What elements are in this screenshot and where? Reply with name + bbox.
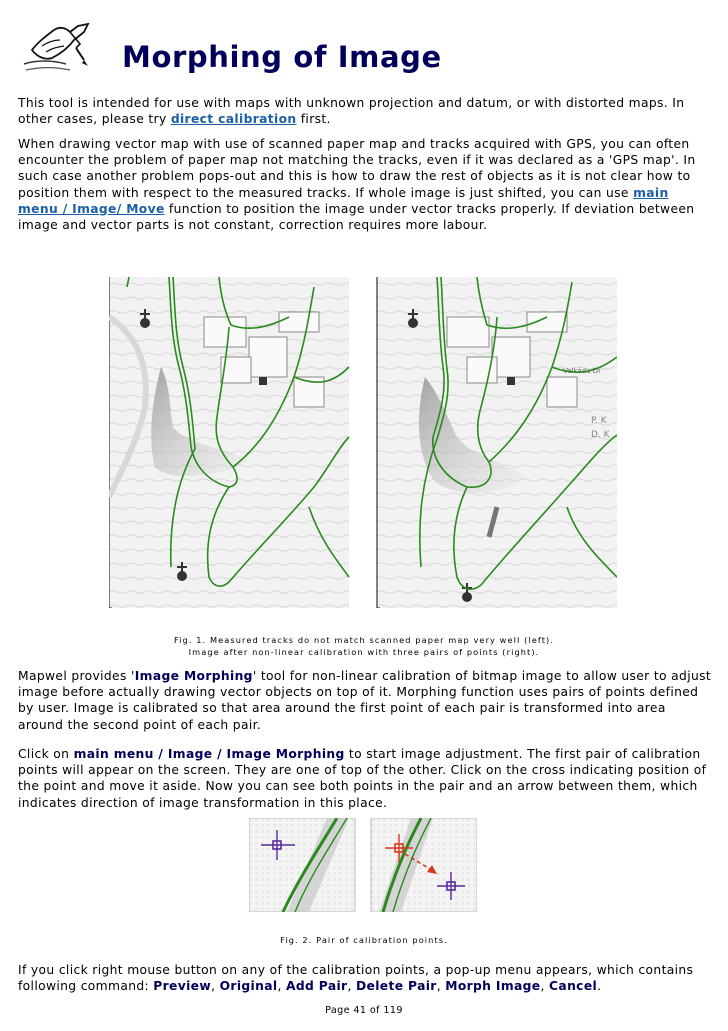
command-add-pair: Add Pair <box>285 979 348 994</box>
figure-2-calibration-points <box>249 818 477 912</box>
popup-end: . <box>597 979 602 994</box>
popup-sep-4: , <box>436 979 446 994</box>
map-label-pk: P. K <box>591 416 607 426</box>
click-on-text-before: Click on <box>18 747 74 761</box>
page-title: Morphing of Image <box>122 40 442 74</box>
command-original: Original <box>219 979 278 994</box>
intro-text-before: This tool is intended for use with maps with unknown projection and datum, or with distorted maps. In other cases, please try <box>18 96 685 127</box>
page-number: Page 41 of 119 <box>325 1005 403 1016</box>
problem-text-after: function to position the image under vector tracks properly. If deviation between image and vector parts is not constant, correction requires more labour. <box>18 201 695 233</box>
calibration-panel-right <box>371 818 477 912</box>
figure-1-caption-line-1: Fig. 1. Measured tracks do not match scanned paper map very well (left). <box>173 635 555 645</box>
map-label-street: Velkáda Dr <box>563 367 601 375</box>
command-delete-pair: Delete Pair <box>355 979 437 994</box>
map-right <box>377 277 617 608</box>
problem-paragraph <box>18 136 712 233</box>
intro-text-after: first. <box>296 112 331 127</box>
popup-sep-1: , <box>211 979 220 994</box>
figure-1-caption-line-2: Image after non-linear calibration with three pairs of points (right). <box>188 647 540 657</box>
popup-sep-3: , <box>347 979 356 994</box>
figure-2-caption: Fig. 2. Pair of calibration points. <box>280 935 448 945</box>
popup-sep-2: , <box>277 979 286 994</box>
header <box>18 16 718 80</box>
image-move-link[interactable]: main menu / Image/ Move <box>18 185 669 216</box>
image-morphing-tool-name: Image Morphing <box>134 669 253 683</box>
morphing-text-before: Mapwel provides ' <box>18 669 135 683</box>
click-on-text-after: to start image adjustment. The first pair of calibration points will appear on the screen. They are one of top of the other. Click on the cross indicating position of the point and move it aside. Now you can see both points in the pair and an arrow between them, which indicates direction of image transformation in this place. <box>18 747 707 810</box>
popup-sep-5: , <box>540 979 550 994</box>
morphing-text-after: ' tool for non-linear calibration of bitmap image to allow user to adjust image before actually drawing vector objects on top of it. Morphing function uses pairs of points defined by user. Image is calibrated so that area around the first point of each pair is transformed into area around the second point of each pair. <box>18 669 712 732</box>
figure-1-maps <box>109 277 617 608</box>
click-on-paragraph <box>18 746 712 811</box>
calibration-panel-left <box>249 818 355 912</box>
problem-text-before: When drawing vector map with use of scanned paper map and tracks acquired with GPS, you can often encounter the problem of paper map not matching the tracks, even if it was declared as a 'GPS map'. In such case another problem pops-out and this is how to draw the rest of objects as it is not clear how to position them with respect to the measured tracks. If whole image is just shifted, you can use <box>18 137 696 200</box>
command-cancel: Cancel <box>549 979 598 994</box>
morphing-intro-paragraph <box>18 668 712 733</box>
map-left <box>109 277 349 608</box>
intro-paragraph <box>18 95 712 127</box>
popup-paragraph <box>18 962 712 994</box>
hand-writing-icon <box>18 20 98 82</box>
command-morph-image: Morph Image <box>445 979 541 994</box>
direct-calibration-link[interactable]: direct calibration <box>170 112 297 127</box>
image-morphing-menu-path: main menu / Image / Image Morphing <box>73 747 345 761</box>
popup-text-before: If you click right mouse button on any of the calibration points, a pop-up menu appears, which contains following command: <box>18 963 694 994</box>
command-preview: Preview <box>153 979 212 994</box>
map-label-dk: D. K <box>591 430 610 440</box>
